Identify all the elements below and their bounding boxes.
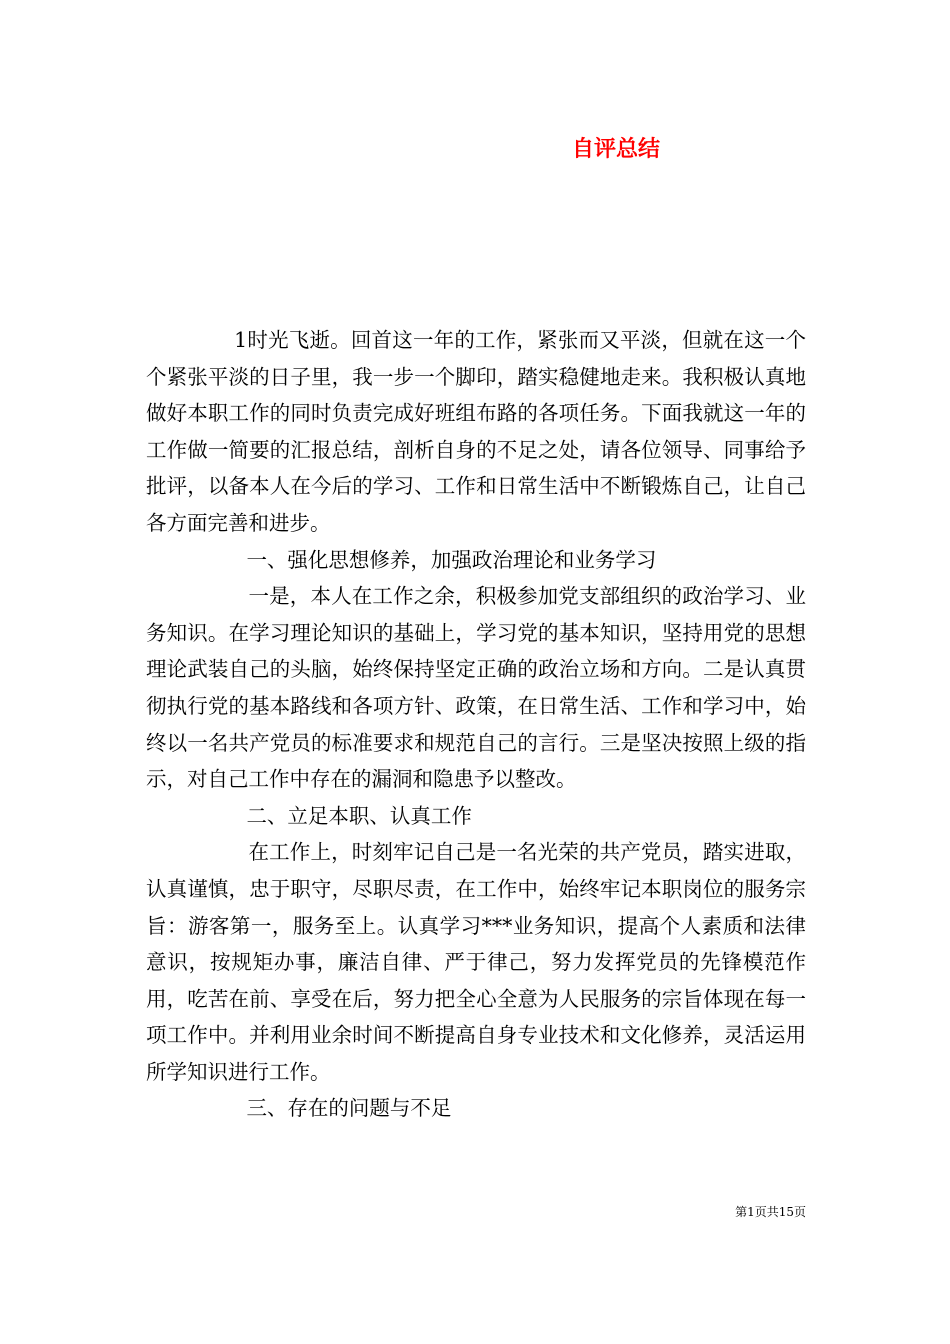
section-heading-3: 三、存在的问题与不足 — [246, 1096, 452, 1121]
section-heading-1: 一、强化思想修养，加强政治理论和业务学习 — [246, 547, 657, 572]
document-title: 自评总结 — [571, 137, 660, 162]
paragraph-section-1: 一是，本人在工作之余，积极参加党支部组织的政治学习、业务知识。在学习理论知识的基础上，学习党的基本知识，坚持用党的思想理论武装自己的头脑，始终保持坚定正确的政治立场和方向。二是认真贯彻执行党的基本路线和各项方针、政策，在日常生活、工作和学习中，始终以一名共产党员的标准要求和规范自己的言行。三是坚决按照上级的指示，对自己工作中存在的漏洞和隐患予以整改。 — [146, 584, 806, 792]
section-heading-2: 二、立足本职、认真工作 — [246, 803, 472, 828]
paragraph-intro: 1时光飞逝。回首这一年的工作，紧张而又平淡，但就在这一个个紧张平淡的日子里，我一步一个脚印，踏实稳健地走来。我积极认真地做好本职工作的同时负责完成好班组布路的各项任务。下面我就这一年的工作做一简要的汇报总结，剖析自身的不足之处，请各位领导、同事给予批评，以备本人在今后的学习、工作和日常生活中不断锻炼自己，让自己各方面完善和进步。 — [146, 328, 806, 535]
document-body — [146, 322, 806, 1127]
paragraph-section-2: 在工作上，时刻牢记自己是一名光荣的共产党员，踏实进取，认真谨慎，忠于职守，尽职尽责，在工作中，始终牢记本职岗位的服务宗旨：游客第一，服务至上。认真学习***业务知识，提高个人素质和法律意识，按规矩办事，廉洁自律、严于律己，努力发挥党员的先锋模范作用，吃苦在前、享受在后，努力把全心全意为人民服务的宗旨体现在每一项工作中。并利用业余时间不断提高自身专业技术和文化修养，灵活运用所学知识进行工作。 — [146, 840, 806, 1084]
page-number-footer: 第1页共15页 — [735, 1205, 806, 1219]
